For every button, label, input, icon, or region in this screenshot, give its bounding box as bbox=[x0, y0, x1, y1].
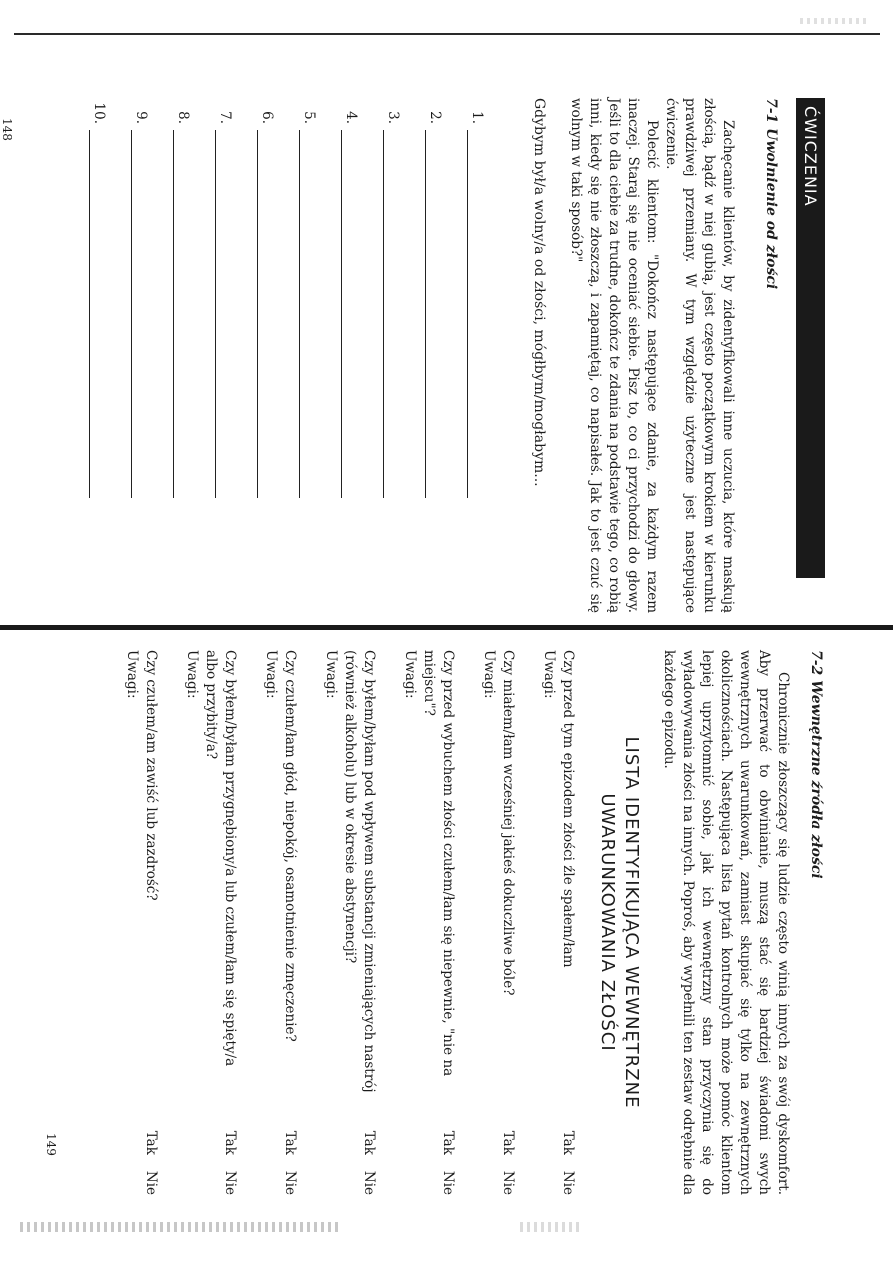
notes-label: Uwagi: bbox=[124, 650, 140, 699]
question-text: Czy czułem/łam głód, niepokój, osamotnienie zmęczenie? bbox=[282, 650, 298, 1042]
yes-option[interactable]: Tak bbox=[282, 1130, 298, 1155]
answer-blank[interactable] bbox=[257, 130, 274, 498]
answer-options bbox=[141, 1111, 160, 1195]
question-text: Czy byłem/byłam przygnębiony/a lub czułem/łam się spięty/a albo przybity/a? bbox=[203, 650, 238, 1067]
yes-option[interactable]: Tak bbox=[222, 1130, 238, 1155]
notes-label: Uwagi: bbox=[541, 650, 557, 699]
answer-line-number: 10. bbox=[91, 102, 107, 124]
answer-line[interactable] bbox=[215, 98, 257, 613]
answer-blank[interactable] bbox=[131, 130, 148, 498]
yes-option[interactable]: Tak bbox=[143, 1130, 159, 1155]
answer-line[interactable] bbox=[425, 98, 467, 613]
answer-line[interactable] bbox=[89, 98, 131, 613]
answer-options bbox=[558, 1111, 577, 1195]
answer-options bbox=[220, 1111, 239, 1195]
checklist-item bbox=[539, 650, 577, 1195]
answer-line-number: 2. bbox=[427, 111, 443, 124]
sentence-prompt: Gdybym był/a wolny/a od złości, mógłbym/mogłabym... bbox=[531, 98, 547, 487]
page-gutter-rule bbox=[0, 625, 893, 630]
answer-line[interactable] bbox=[467, 98, 509, 613]
no-option[interactable]: Nie bbox=[361, 1170, 377, 1195]
answer-blank[interactable] bbox=[341, 130, 358, 498]
answer-line[interactable] bbox=[383, 98, 425, 613]
no-option[interactable]: Nie bbox=[560, 1170, 576, 1195]
answer-options bbox=[438, 1111, 457, 1195]
no-option[interactable]: Nie bbox=[500, 1170, 516, 1195]
answer-blank[interactable] bbox=[299, 130, 316, 498]
answer-line-number: 7. bbox=[217, 111, 233, 124]
scan-artifact bbox=[20, 1222, 340, 1232]
notes-label: Uwagi: bbox=[402, 650, 418, 699]
answer-line-number: 6. bbox=[259, 111, 275, 124]
answer-blank[interactable] bbox=[467, 130, 484, 498]
left-page bbox=[15, 98, 825, 613]
answer-line[interactable] bbox=[131, 98, 173, 613]
question-text: Czy miałem/łam wcześniej jakieś dokuczliwe bóle? bbox=[500, 650, 516, 996]
notes-label: Uwagi: bbox=[263, 650, 279, 699]
answer-line-number: 1. bbox=[469, 111, 485, 124]
answer-line[interactable] bbox=[173, 98, 215, 613]
answer-lines bbox=[89, 98, 509, 613]
answer-line[interactable] bbox=[299, 98, 341, 613]
checklist-item bbox=[321, 650, 378, 1195]
notes-label: Uwagi: bbox=[184, 650, 200, 699]
top-rule bbox=[14, 33, 880, 35]
checklist-questions bbox=[122, 650, 577, 1195]
checklist-item bbox=[261, 650, 299, 1195]
answer-line-number: 3. bbox=[385, 111, 401, 124]
scan-artifact bbox=[800, 18, 870, 24]
yes-option[interactable]: Tak bbox=[560, 1130, 576, 1155]
question-text: Czy przed tym epizodem złości źle spałem/łam bbox=[560, 650, 576, 968]
question-text: Czy przed wybuchem złości czułem/łam się niepewnie, "nie na miejscu"? bbox=[421, 650, 456, 1077]
answer-options bbox=[280, 1111, 299, 1195]
answer-line-number: 8. bbox=[175, 111, 191, 124]
checklist-item bbox=[182, 650, 239, 1195]
checklist-item bbox=[400, 650, 457, 1195]
notes-label: Uwagi: bbox=[481, 650, 497, 699]
no-option[interactable]: Nie bbox=[440, 1170, 456, 1195]
answer-line-number: 5. bbox=[301, 111, 317, 124]
answer-blank[interactable] bbox=[89, 130, 106, 498]
scan-artifact bbox=[520, 1222, 580, 1232]
notes-label: Uwagi: bbox=[323, 650, 339, 699]
checklist-title bbox=[595, 650, 643, 1195]
yes-option[interactable]: Tak bbox=[440, 1130, 456, 1155]
no-option[interactable]: Nie bbox=[143, 1170, 159, 1195]
checklist-title-line1: LISTA IDENTYFIKUJĄCA WEWNĘTRZNE bbox=[621, 736, 642, 1109]
answer-blank[interactable] bbox=[425, 130, 442, 498]
question-text: Czy czułem/am zawiść lub zazdrość? bbox=[143, 650, 159, 901]
checklist-title-line2: UWARUNKOWANIA ZŁOŚCI bbox=[597, 793, 618, 1052]
page-number-right: 149 bbox=[44, 1133, 58, 1156]
checklist-item bbox=[122, 650, 160, 1195]
page-number-left: 148 bbox=[0, 118, 14, 141]
checklist-item bbox=[479, 650, 517, 1195]
no-option[interactable]: Nie bbox=[282, 1170, 298, 1195]
right-page bbox=[15, 650, 825, 1195]
instruction-paragraph: Polecić klientom: "Dokończ następujące zdanie, za każdym razem inaczej. Staraj się nie oceniać siebie. Pisz to, co ci przychodzi do głowy. Jeśli to dla ciebie za trudne, dokończ te zdania na podstawie tego, co robią inni, kiedy się nie złoszczą, i zapamiętaj, co napisałeś. Jak to jest czuć się wolnym w taki sposób?" bbox=[568, 98, 660, 613]
answer-line[interactable] bbox=[341, 98, 383, 613]
answer-line-number: 4. bbox=[343, 111, 359, 124]
answer-options bbox=[359, 1111, 378, 1195]
yes-option[interactable]: Tak bbox=[361, 1130, 377, 1155]
intro-paragraph: Zachęcanie klientów, by zidentyfikowali inne uczucia, które maskują złością, bądź w niej gubią, jest często początkowym krokiem w kierunku prawdziwej przemiany. W tym względzie użyteczne jest następujące ćwiczenie. bbox=[663, 98, 736, 613]
intro-paragraph: Chronicznie złoszczący się ludzie często winią innych za swój dyskomfort. Aby przerwać to obwinianie, muszą stać się bardziej świadomi swych wewnętrznych uwarunkowań, zamiast skupiać się tylko na zewnętrznych okolicznościach. Następująca lista pytań kontrolnych może pomóc klientom lepiej uprzytomnić sobie, jak ich wewnętrzny stan przyczynia się do wyładowywania złości na innych. Poproś, aby wypełnili ten zestaw odrębnie dla każdego epizodu. bbox=[661, 650, 791, 1195]
answer-options bbox=[498, 1111, 517, 1195]
answer-line-number: 9. bbox=[133, 111, 149, 124]
answer-blank[interactable] bbox=[173, 130, 190, 498]
answer-line[interactable] bbox=[257, 98, 299, 613]
yes-option[interactable]: Tak bbox=[500, 1130, 516, 1155]
answer-blank[interactable] bbox=[215, 130, 232, 498]
section-title-7-1: 7-1 Uwolnienie od złości bbox=[763, 98, 779, 290]
answer-blank[interactable] bbox=[383, 130, 400, 498]
section-title-7-2: 7-2 Wewnętrzne źródła złości bbox=[808, 650, 824, 879]
question-text: Czy byłem/byłam pod wpływem substancji zmieniających nastrój (również alkoholu) lub w okresie abstynencji? bbox=[342, 650, 377, 1093]
exercises-banner: ĆWICZENIA bbox=[796, 98, 825, 578]
no-option[interactable]: Nie bbox=[222, 1170, 238, 1195]
